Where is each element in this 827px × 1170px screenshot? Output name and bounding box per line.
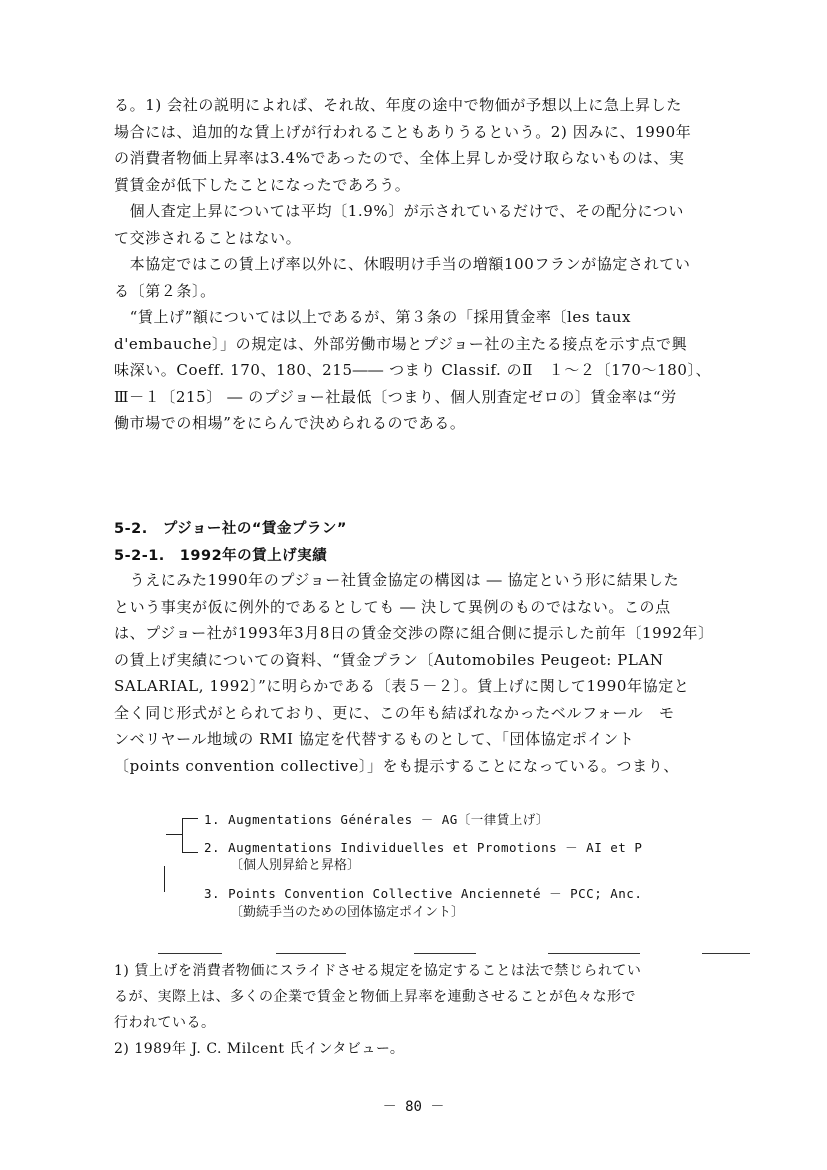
list-item: 2. Augmentations Individuelles et Promotions － AI et P (204, 840, 643, 855)
text-line: 全く同じ形式がとられており、更に、この年も結ばれなかったベルフォール モ (114, 703, 675, 722)
footnotes (114, 958, 754, 1062)
bracket-line (164, 866, 165, 892)
wage-components-list (160, 810, 720, 930)
text-line: 本協定ではこの賃上げ率以外に、休暇明け手当の増額100フランが協定されてい (114, 255, 691, 273)
text-line: て交渉されることはない。 (114, 228, 302, 247)
text-line: 〔points convention collective〕」をも提示することになっている。つまり、 (114, 756, 679, 775)
text-line: ンベリヤール地域の RMI 協定を代替するものとして、「団体協定ポイント (114, 730, 635, 748)
footnote-line: るが、実際上は、多くの企業で賃金と物価上昇率を連動させることが色々な形で (114, 989, 636, 1005)
footnote-rule (702, 953, 750, 954)
subsection-heading: 5-2-1. 1992年の賃上げ実績 (114, 548, 328, 564)
list-item: 3. Points Convention Collective Ancienneté － PCC; Anc. (204, 886, 643, 901)
bracket-line (182, 818, 183, 852)
text-line: d'embauche〕」の規定は、外部労働市場とプジョー社の主たる接点を示す点で興 (114, 334, 688, 353)
footnote-rule (414, 953, 476, 954)
list-item: 1. Augmentations Générales － AG〔一律賃上げ〕 (204, 812, 549, 827)
list-item-subtitle: 〔個人別昇給と昇格〕 (230, 858, 361, 873)
text-line: る〔第２条〕。 (114, 281, 216, 300)
footnote-line: 1) 賃上げを消費者物価にスライドさせる規定を協定することは法で禁じられてい (114, 963, 642, 979)
text-line: “賃上げ”額については以上であるが、第３条の「採用賃金率〔les taux (114, 308, 632, 326)
text-line: という事実が仮に例外的であるとしても ― 決して異例のものではない。この点 (114, 597, 671, 616)
footnote-line: 2) 1989年 J. C. Milcent 氏インタビュー。 (114, 1041, 405, 1057)
bracket-line (182, 818, 198, 819)
footnote-rule (276, 953, 346, 954)
text-line: 味深い。Coeff. 170、180、215―― つまり Classif. のⅡ １～２〔170～180〕、 (114, 361, 712, 379)
page-number: － 80 － (382, 1099, 445, 1115)
text-line: る。1) 会社の説明によれば、それ故、年度の途中で物価が予想以上に急上昇した (114, 96, 682, 114)
text-line: 質賃金が低下したことになったであろう。 (114, 175, 411, 194)
text-line: うえにみた1990年のプジョー社賃金協定の構図は ― 協定という形に結果した (114, 571, 680, 589)
text-line: 働市場での相場”をにらんで決められるのである。 (114, 414, 466, 432)
text-line: は、プジョー社が1993年3月8日の賃金交渉の際に組合側に提示した前年〔1992年〕 (114, 624, 714, 642)
section-heading: 5-2. プジョー社の“賃金プラン” (114, 521, 347, 537)
text-line: 個人査定上昇については平均〔1.9%〕が示されているだけで、その配分につい (114, 202, 685, 220)
body-paragraph (114, 567, 754, 779)
text-line: Ⅲ－１〔215〕 ― のプジョー社最低〔つまり、個人別査定ゼロの〕賃金率は“労 (114, 387, 677, 406)
text-line: の賃上げ実績についての資料、“賃金プラン〔Automobiles Peugeot: PLAN (114, 650, 664, 669)
bracket-line (182, 852, 198, 853)
text-line: の消費者物価上昇率は3.4%であったので、全体上昇しか受け取らないものは、実 (114, 149, 685, 167)
footnote-line: 行われている。 (114, 1015, 216, 1031)
footnote-rule (158, 953, 222, 954)
list-item-subtitle: 〔勤続手当のための団体協定ポイント〕 (230, 905, 465, 920)
footnote-rule (548, 953, 640, 954)
text-line: 場合には、追加的な賃上げが行われることもありうるという。2) 因みに、1990年 (114, 122, 692, 141)
bracket-line (166, 834, 182, 835)
text-line: SALARIAL, 1992〕”に明らかである〔表５－２〕。賃上げに関して1990年協定と (114, 677, 690, 695)
intro-paragraphs (114, 92, 754, 437)
